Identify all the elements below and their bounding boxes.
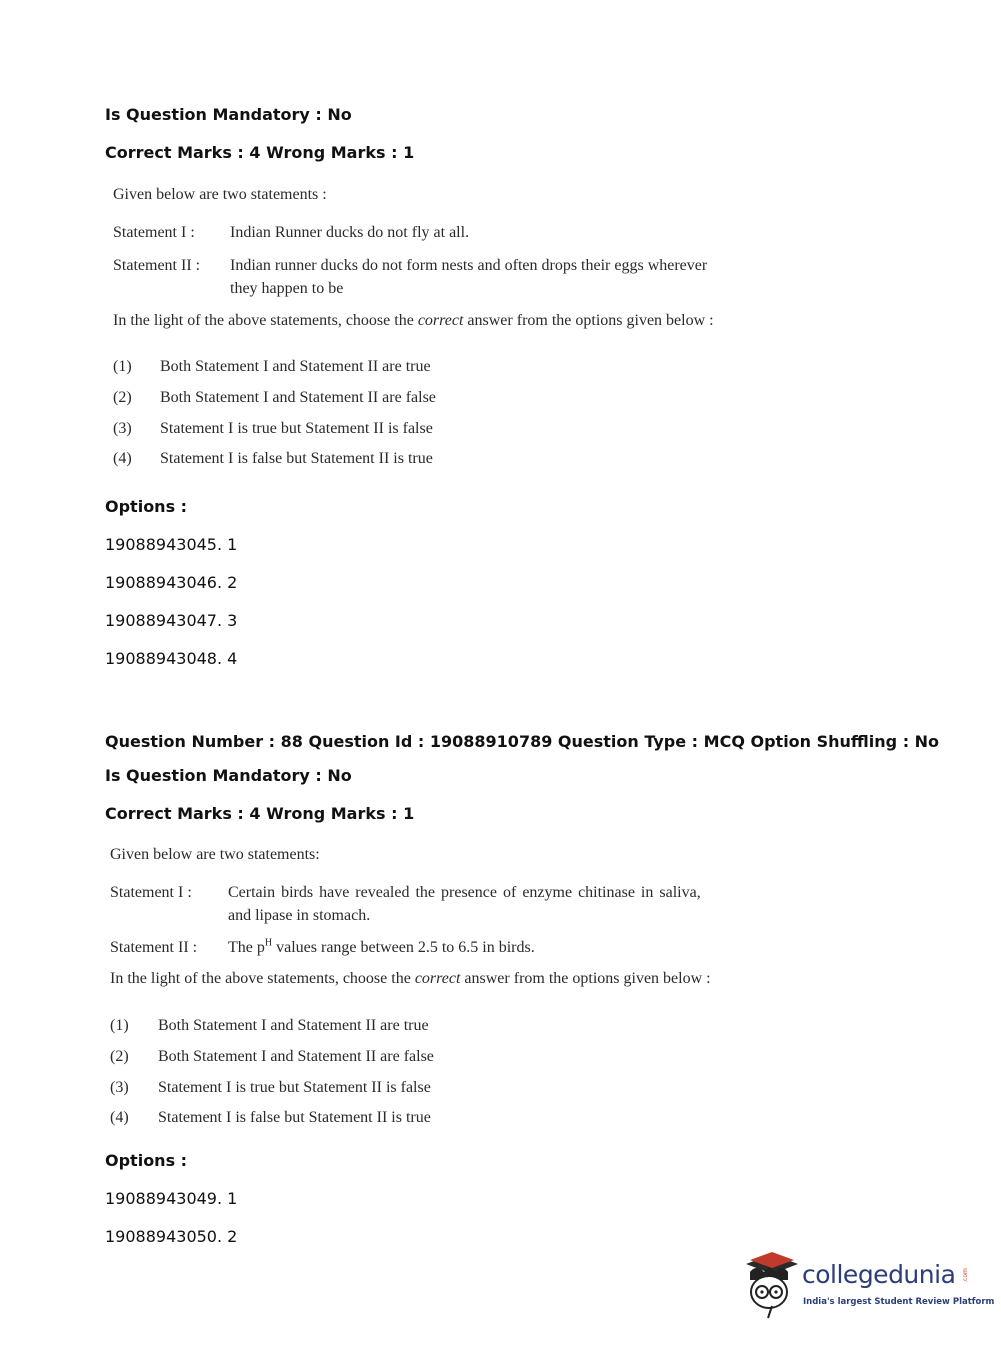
options-heading: Options : [105, 1151, 188, 1170]
choice-text: Statement I is true but Statement II is false [160, 420, 433, 437]
statement-2-label: Statement II : [113, 257, 201, 274]
choice-number: (4) [113, 450, 132, 467]
choice-number: (3) [110, 1079, 129, 1096]
statement-2-text-cont: they happen to be [230, 280, 344, 297]
question-instruction: In the light of the above statements, choose the correct answer from the options given below : [110, 970, 711, 987]
choice-number: (4) [110, 1109, 129, 1126]
choice-text: Both Statement I and Statement II are false [158, 1048, 434, 1065]
option-item: 19088943046. 2 [105, 573, 238, 592]
question-mandatory: Is Question Mandatory : No [105, 105, 352, 124]
choice-number: (3) [113, 420, 132, 437]
option-item: 19088943050. 2 [105, 1227, 238, 1246]
question-instruction: In the light of the above statements, choose the correct answer from the options given below : [113, 312, 714, 329]
statement-1-text: Certain birds have revealed the presence of enzyme chitinase in saliva, [228, 884, 701, 901]
choice-text: Statement I is false but Statement II is true [158, 1109, 431, 1126]
collegedunia-logo[interactable] [742, 1250, 995, 1320]
choice-number: (2) [110, 1048, 129, 1065]
question-marks: Correct Marks : 4 Wrong Marks : 1 [105, 804, 415, 823]
option-item: 19088943049. 1 [105, 1189, 238, 1208]
choice-text: Statement I is true but Statement II is false [158, 1079, 431, 1096]
logo-wordmark: collegedunia [802, 1260, 956, 1289]
logo-domain: .com [961, 1268, 969, 1283]
question-intro: Given below are two statements: [110, 846, 320, 863]
choice-number: (1) [110, 1017, 129, 1034]
choice-number: (2) [113, 389, 132, 406]
option-item: 19088943048. 4 [105, 649, 238, 668]
choice-text: Both Statement I and Statement II are true [160, 358, 431, 375]
statement-1-text-cont: and lipase in stomach. [228, 907, 371, 924]
choice-number: (1) [113, 358, 132, 375]
question-mandatory: Is Question Mandatory : No [105, 766, 352, 785]
statement-2-text: Indian runner ducks do not form nests and often drops their eggs wherever [230, 257, 708, 274]
mascot-icon [742, 1250, 802, 1320]
choice-text: Both Statement I and Statement II are true [158, 1017, 429, 1034]
option-item: 19088943047. 3 [105, 611, 238, 630]
question-marks: Correct Marks : 4 Wrong Marks : 1 [105, 143, 415, 162]
option-item: 19088943045. 1 [105, 535, 238, 554]
statement-2-text: The $p^H$ values range between 2.5 to 6.5 in birds. [228, 937, 535, 956]
options-heading: Options : [105, 497, 188, 516]
choice-text: Statement I is false but Statement II is true [160, 450, 433, 467]
question-header: Question Number : 88 Question Id : 19088910789 Question Type : MCQ Option Shuffling : No [105, 732, 940, 751]
logo-tagline: India's largest Student Review Platform [803, 1297, 995, 1307]
question-intro: Given below are two statements : [113, 186, 327, 203]
choice-text: Both Statement I and Statement II are false [160, 389, 436, 406]
statement-1-text: Indian Runner ducks do not fly at all. [230, 224, 470, 241]
statement-2-label: Statement II : [110, 939, 198, 956]
statement-1-label: Statement I : [110, 884, 192, 901]
statement-1-label: Statement I : [113, 224, 195, 241]
